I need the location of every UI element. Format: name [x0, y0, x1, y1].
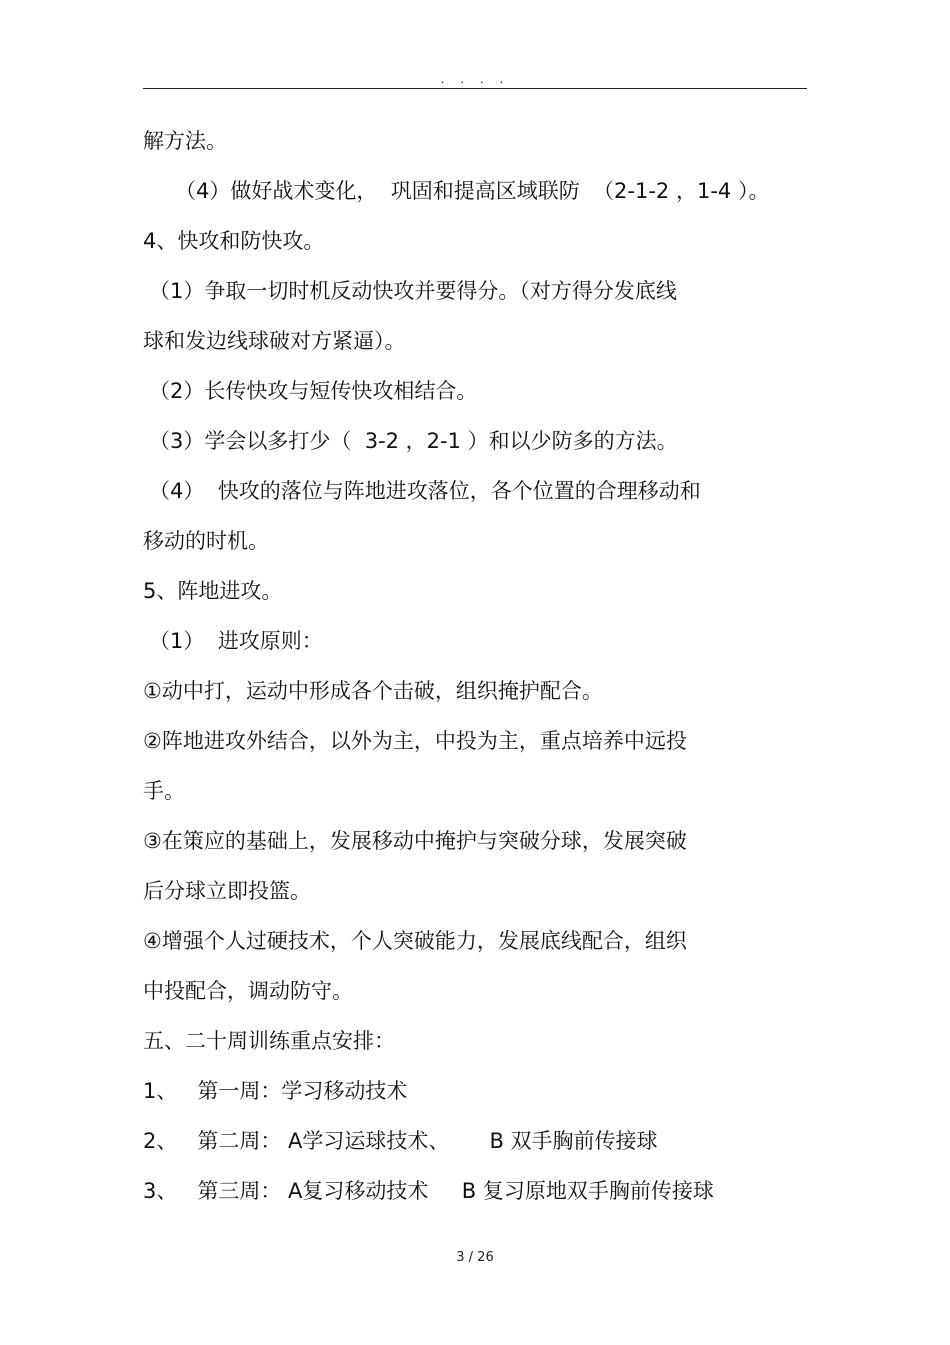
section-heading: 5、阵地进攻。 [143, 579, 283, 603]
text-line: （1）争取一切时机反动快攻并要得分。（对方得分发底线 [149, 279, 677, 303]
text-line: ③在策应的基础上，发展移动中掩护与突破分球，发展突破 [143, 829, 687, 853]
document-body [143, 116, 823, 1216]
text-line: （1） 进攻原则： [149, 629, 323, 653]
text-line: 手。 [143, 779, 185, 803]
text-line: （2）长传快攻与短传快攻相结合。 [149, 379, 478, 403]
header-dots: . . . . [440, 72, 510, 86]
schedule-item: 2、 第二周： A学习运球技术、 B 双手胸前传接球 [143, 1129, 658, 1153]
text-line: 球和发边线球破对方紧逼）。 [143, 329, 406, 353]
section-heading: 五、二十周训练重点安排： [143, 1029, 395, 1053]
schedule-item: 1、 第一周：学习移动技术 [143, 1079, 408, 1103]
text-line: （3）学会以多打少（ 3-2 ，2-1 ）和以少防多的方法。 [149, 429, 678, 453]
header-rule [143, 88, 807, 89]
text-line: ④增强个人过硬技术，个人突破能力，发展底线配合，组织 [143, 929, 687, 953]
page-number: 3 / 26 [456, 1250, 494, 1265]
text-line: ①动中打，运动中形成各个击破，组织掩护配合。 [143, 679, 603, 703]
text-line: 移动的时机。 [143, 529, 269, 553]
text-line: （4）做好战术变化， 巩固和提高区域联防 （2-1-2 ，1-4 ）。 [175, 179, 770, 203]
text-line: 中投配合，调动防守。 [143, 979, 353, 1003]
text-line: ②阵地进攻外结合，以外为主，中投为主，重点培养中远投 [143, 729, 687, 753]
text-line: 解方法。 [143, 129, 227, 153]
text-line: 后分球立即投篮。 [143, 879, 311, 903]
schedule-item: 3、 第三周： A复习移动技术 B 复习原地双手胸前传接球 [143, 1179, 714, 1203]
text-line: （4） 快攻的落位与阵地进攻落位，各个位置的合理移动和 [149, 479, 701, 503]
section-heading: 4、快攻和防快攻。 [143, 229, 325, 253]
